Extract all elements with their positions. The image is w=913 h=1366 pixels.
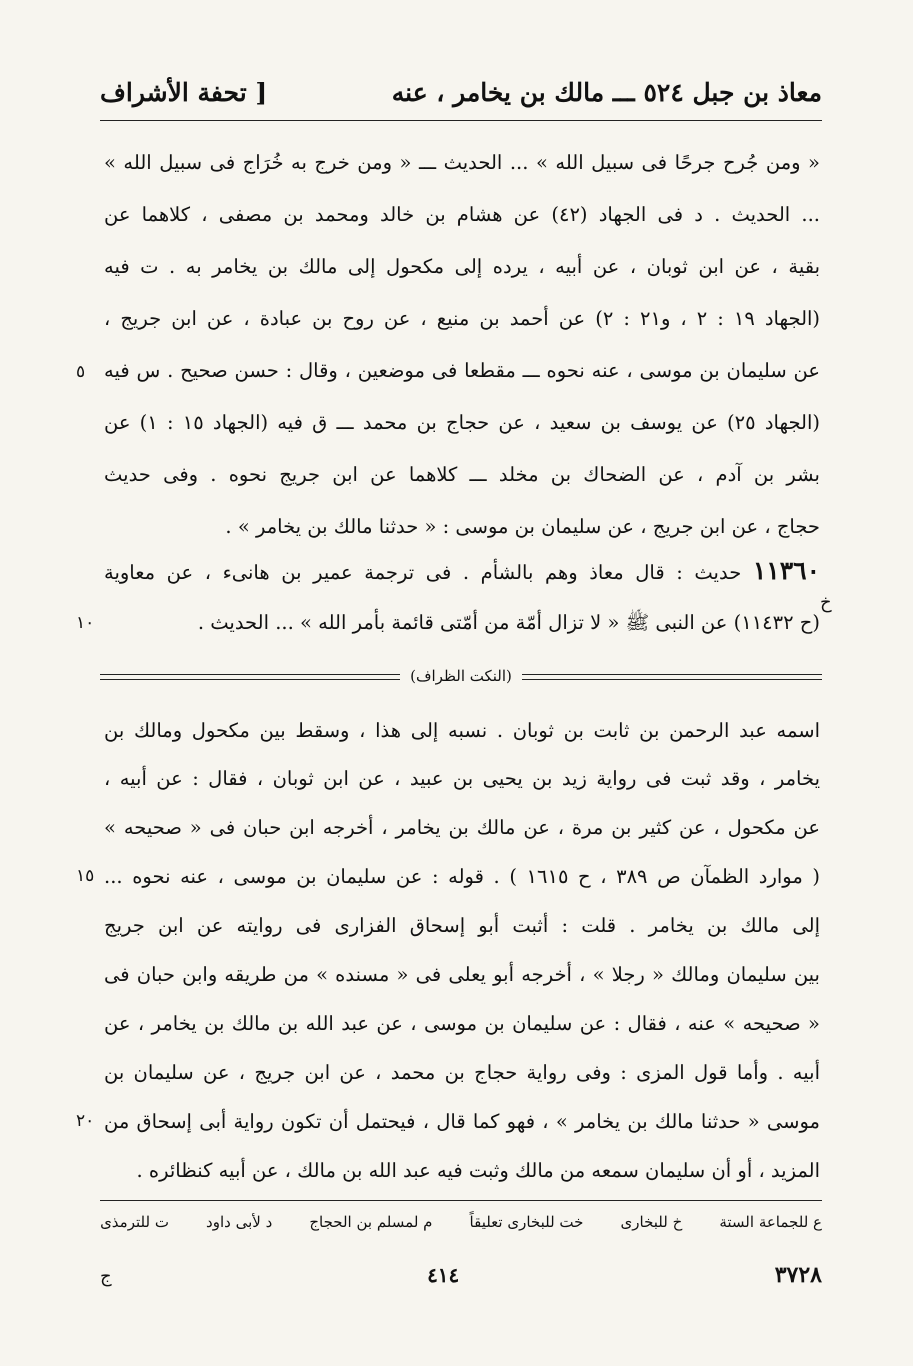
- abbr-item: ت للترمذى: [100, 1213, 169, 1231]
- header-book-title: [ تحفة الأشراف: [100, 78, 268, 107]
- line-number-5: ٥: [76, 362, 86, 382]
- nukat-line: « صحيحه » عنه ، فقال : عن سليمان بن موسى ، عن عبد الله بن مالك بن يخامر ، عن: [104, 1012, 820, 1035]
- line-number-20: ٢٠: [76, 1111, 95, 1131]
- text-line: « ومن جُرح جرحًا فى سبيل الله » ... الحديث ـــ « ومن خرج به خُرَاج فى سبيل الله »: [104, 151, 820, 174]
- abbr-item: د لأبى داود: [206, 1213, 273, 1231]
- hadith-entry: [104, 556, 820, 646]
- running-header: [100, 78, 822, 107]
- header-rule: [100, 120, 822, 121]
- hadith-line: [104, 556, 820, 588]
- header-chapter: معاذ بن جبل ٥٢٤ ـــ مالك بن يخامر ، عنه: [391, 78, 822, 107]
- nukat-divider: [100, 662, 822, 692]
- line-number-10: ١٠: [76, 613, 95, 633]
- nukat-line: يخامر ، وقد ثبت فى رواية زيد بن يحيى بن عبيد ، عن ابن ثوبان ، فقال : عن أبيه ،: [104, 767, 820, 790]
- nukat-label: (النكت الظراف): [410, 667, 512, 685]
- text-line: عن سليمان بن موسى ، عنه نحوه ـــ مقطعا فى موضعين ، وقال : حسن صحيح . س فيه: [104, 359, 820, 382]
- abbr-item: خت للبخارى تعليقاً: [469, 1213, 584, 1231]
- divider-rule-left: [100, 674, 400, 680]
- text-line: حجاج ، عن ابن جريج ، عن سليمان بن موسى : « حدثنا مالك بن يخامر » .: [225, 515, 820, 538]
- hadith-line: (ح ١١٤٣٢) عن النبى ﷺ « لا تزال أمّة من أمّتى قائمة بأمر الله » ... الحديث .: [197, 611, 820, 634]
- page-number: ٤١٤: [427, 1263, 460, 1287]
- nukat-line: المزيد ، أو أن سليمان سمعه من مالك وثبت فيه عبد الله بن مالك ، عن أبيه كنظائره .: [136, 1159, 820, 1182]
- text-line: (الجهاد ٢٥) عن يوسف بن سعيد ، عن حجاج بن محمد ـــ ق فيه (الجهاد ١٥ : ١) عن: [104, 411, 820, 434]
- nukat-text: [104, 716, 820, 1196]
- text-line: بشر بن آدم ، عن الضحاك بن مخلد ـــ كلاهما عن ابن جريج نحوه . وفى حديث: [104, 463, 820, 486]
- nukat-line: ( موارد الظمآن ص ٣٨٩ ، ح ١٦١٥ ) . قوله : عن سليمان بن موسى ، عنه نحوه ...: [104, 865, 820, 888]
- nukat-line: إلى مالك بن يخامر . قلت : أثبت أبو إسحاق الفزارى فى روايته عن ابن جريج: [104, 914, 820, 937]
- hadith-number: ١١٣٦٠: [752, 556, 820, 585]
- text-line: بقية ، عن ابن ثوبان ، عن أبيه ، يرده إلى مكحول إلى مالك بن يخامر به . ت فيه: [104, 255, 820, 278]
- signature-mark: ج: [100, 1266, 112, 1287]
- abbr-item: م لمسلم بن الحجاج: [309, 1213, 433, 1231]
- text-line: (الجهاد ١٩ : ٢ ، و٢١ : ٢) عن أحمد بن منيع ، عن روح بن عبادة ، عن ابن جريج ،: [104, 307, 820, 330]
- abbreviation-key: [100, 1213, 822, 1231]
- page-footer: [100, 1262, 822, 1288]
- abbr-item: ع للجماعة الستة: [719, 1213, 822, 1231]
- nukat-line: أبيه . وأما قول المزى : وفى رواية حجاج بن محمد ، عن ابن جريج ، عن سليمان بن: [104, 1061, 820, 1084]
- hadith-text: حديث : قال معاذ وهم بالشأم . فى ترجمة عمير بن هانىء ، عن معاوية: [104, 561, 742, 584]
- text-line: ... الحديث . د فى الجهاد (٤٢) عن هشام بن خالد ومحمد بن مصفى ، كلاهما عن: [104, 203, 820, 226]
- abbr-item: خ للبخارى: [620, 1213, 683, 1231]
- nukat-line: عن مكحول ، عن كثير بن مرة ، عن مالك بن يخامر ، أخرجه ابن حبان فى « صحيحه »: [104, 816, 820, 839]
- line-number-15: ١٥: [76, 866, 95, 886]
- divider-rule-right: [522, 674, 822, 680]
- running-number: ٣٧٢٨: [774, 1262, 822, 1288]
- nukat-line: بين سليمان ومالك « رجلا » ، أخرجه أبو يعلى فى « مسنده » من طريقه وابن حبان فى: [104, 963, 820, 986]
- footer-rule: [100, 1200, 822, 1201]
- nukat-line: موسى « حدثنا مالك بن يخامر » ، فهو كما قال ، فيحتمل أن تكون رواية أبى إسحاق من: [104, 1110, 820, 1133]
- kh-siglum: خ: [820, 592, 832, 613]
- nukat-line: اسمه عبد الرحمن بن ثابت بن ثوبان . نسبه إلى هذا ، وسقط بين مكحول ومالك بن: [104, 719, 820, 742]
